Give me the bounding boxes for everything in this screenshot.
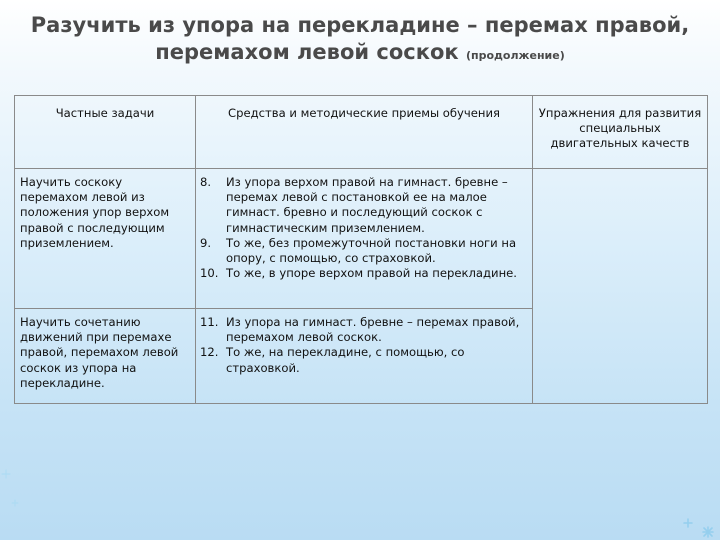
method-number: 12. (200, 345, 219, 360)
header-exercises: Упражнения для развития специальных двигательных качеств (533, 96, 708, 169)
slide-title (30, 12, 690, 69)
slide-subtitle: (продолжение) (465, 49, 565, 62)
method-item (200, 266, 528, 281)
methods-cell (196, 309, 533, 404)
method-number: 10. (200, 266, 219, 281)
exercises-cell (533, 169, 708, 404)
method-text: То же, на перекладине, с помощью, со страховкой. (226, 345, 465, 375)
method-text: Из упора на гимнаст. бревне – перемах правой, перемахом левой соскок. (226, 315, 520, 345)
method-text: Из упора верхом правой на гимнаст. бревне – перемах левой с постановкой ее на малое гимнаст. бревно и последующий соскок с гимнастическим приземлением. (226, 175, 508, 235)
method-item (200, 175, 528, 236)
method-number: 11. (200, 315, 219, 329)
method-number: 9. (200, 235, 212, 250)
method-item (200, 345, 528, 375)
slide-title-line1: Разучить из упора на перекладине – перемах правой, (30, 13, 690, 37)
method-text: То же, в упоре верхом правой на перекладине. (226, 266, 517, 281)
methods-cell (196, 169, 533, 309)
header-methods: Средства и методические приемы обучения (196, 96, 533, 169)
task-cell: Научить сочетанию движений при перемахе правой, перемахом левой соскок из упора на перекладине. (15, 309, 196, 404)
method-item (200, 315, 528, 345)
slide-title-line2-text: перемахом левой соскок (155, 40, 459, 64)
training-table (14, 95, 708, 404)
header-tasks: Частные задачи (15, 96, 196, 169)
slide-title-line2 (30, 39, 690, 69)
table-row (15, 169, 708, 309)
table-header-row (15, 96, 708, 169)
task-cell: Научить соскоку перемахом левой из положения упор верхом правой с последующим приземлением. (15, 169, 196, 309)
method-item (200, 236, 528, 266)
method-number: 8. (200, 175, 212, 189)
method-text: То же, без промежуточной постановки ноги на опору, с помощью, со страховкой. (226, 235, 517, 266)
